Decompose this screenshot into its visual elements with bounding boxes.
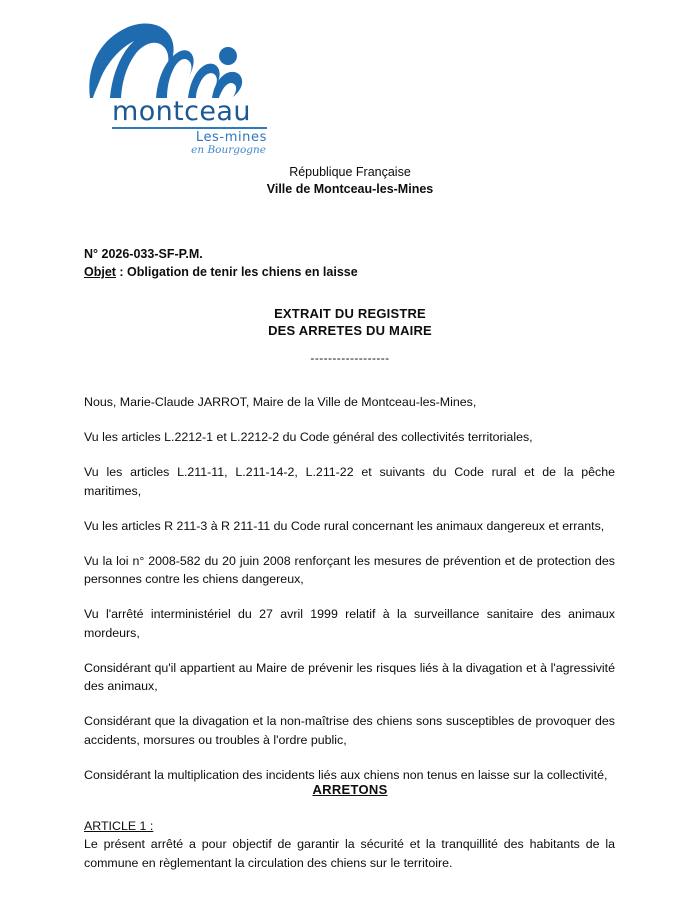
reference-block — [84, 245, 358, 281]
reference-number: N° 2026-033-SF-P.M. — [84, 247, 203, 261]
body-paragraph: Vu les articles L.2212-1 et L.2212-2 du Code général des collectivités territoriales, — [84, 430, 533, 444]
title-line-2: DES ARRETES DU MAIRE — [268, 323, 432, 338]
logo-wordmark-text: montceau — [112, 96, 251, 127]
objet-label: Objet — [84, 265, 116, 279]
republic-header — [0, 164, 700, 198]
document-title — [0, 305, 700, 339]
logo-tagline: en Bourgogne — [191, 144, 266, 157]
body-paragraph: Vu l'arrêté interministériel du 27 avril 1999 relatif à la surveillance sanitaire des animaux mordeurs, — [84, 607, 615, 640]
title-separator: ------------------ — [310, 351, 390, 365]
city-line: Ville de Montceau-les-Mines — [266, 182, 434, 196]
logo-wordmark — [112, 98, 267, 156]
article-1-label: ARTICLE 1 : — [84, 819, 154, 833]
republic-line: République Française — [289, 165, 411, 179]
body-paragraph: Nous, Marie-Claude JARROT, Maire de la Ville de Montceau-les-Mines, — [84, 395, 477, 409]
logo-divider — [112, 127, 267, 129]
title-line-1: EXTRAIT DU REGISTRE — [274, 306, 426, 321]
article-1-text: Le présent arrêté a pour objectif de garantir la sécurité et la tranquillité des habitants de la commune en règlementant la circulation des chiens sur le territoire. — [84, 837, 615, 870]
arretons-heading: ARRETONS — [312, 782, 388, 797]
logo-swoosh-icon — [84, 20, 264, 100]
body-text — [84, 393, 615, 784]
body-paragraph: Vu les articles L.211-11, L.211-14-2, L.211-22 et suivants du Code rural et de la pêche maritimes, — [84, 465, 615, 498]
body-paragraph: Considérant que la divagation et la non-maîtrise des chiens sons susceptibles de provoquer des accidents, morsures ou troubles à l'ordre public, — [84, 714, 615, 747]
article-1 — [84, 818, 615, 872]
body-paragraph: Considérant qu'il appartient au Maire de prévenir les risques liés à la divagation et à l'agressivité des animaux, — [84, 660, 615, 693]
objet-line — [84, 263, 358, 281]
montceau-logo — [84, 20, 267, 157]
body-paragraph: Vu la loi n° 2008-582 du 20 juin 2008 renforçant les mesures de prévention et de protection des personnes contre les chiens dangereux, — [84, 553, 615, 586]
objet-value: : Obligation de tenir les chiens en laisse — [115, 265, 358, 279]
logo-subtitle: Les-mines — [195, 129, 267, 145]
body-paragraph: Considérant la multiplication des incidents liés aux chiens non tenus en laisse sur la collectivité, — [84, 767, 608, 782]
body-paragraph: Vu les articles R 211-3 à R 211-11 du Code rural concernant les animaux dangereux et errants, — [84, 518, 605, 533]
